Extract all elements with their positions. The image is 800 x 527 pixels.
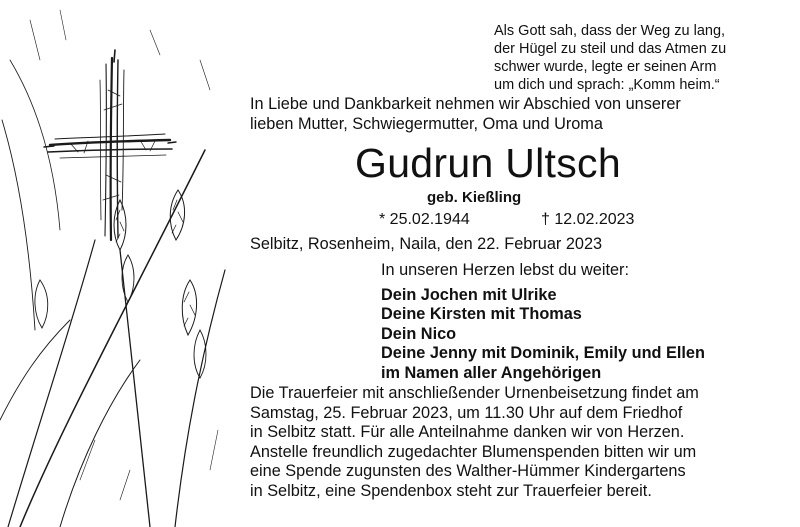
- memorial-quote: [494, 22, 784, 94]
- quote-line: Als Gott sah, dass der Weg zu lang,: [494, 23, 726, 39]
- quote-line: schwer wurde, legte er seinen Arm: [494, 59, 717, 75]
- mourners-list: [381, 286, 705, 383]
- hearts-line: In unseren Herzen lebst du weiter:: [381, 261, 629, 279]
- mourner: Deine Jenny mit Dominik, Emily und Ellen: [381, 344, 705, 363]
- birth-name: geb. Kießling: [427, 189, 522, 206]
- quote-line: der Hügel zu steil und das Atmen zu: [494, 41, 727, 57]
- intro-line: lieben Mutter, Schwiegermutter, Oma und Uroma: [250, 115, 603, 133]
- death-date: † 12.02.2023: [541, 211, 635, 228]
- mourner: im Namen aller Angehörigen: [381, 363, 602, 382]
- birth-date: * 25.02.1944: [379, 211, 470, 228]
- mourner: Dein Jochen mit Ulrike: [381, 286, 557, 304]
- deceased-name: Gudrun Ultsch: [355, 140, 621, 186]
- mourner: Dein Nico: [381, 324, 457, 343]
- mourner: Deine Kirsten mit Thomas: [381, 305, 582, 324]
- cross-with-wheat-icon: [0, 0, 240, 527]
- intro-text: [250, 94, 681, 134]
- service-line: Die Trauerfeier mit anschließender Urnenbeisetzung findet am: [250, 384, 699, 402]
- service-line: Anstelle freundlich zugedachter Blumenspenden bitten wir um: [250, 442, 697, 461]
- quote-line: um dich und sprach: „Komm heim.“: [494, 77, 720, 93]
- service-line: Samstag, 25. Februar 2023, um 11.30 Uhr auf dem Friedhof: [250, 403, 683, 422]
- service-line: in Selbitz, eine Spendenbox steht zur Trauerfeier bereit.: [250, 481, 652, 500]
- place-and-date: Selbitz, Rosenheim, Naila, den 22. Februar 2023: [250, 235, 603, 253]
- service-line: in Selbitz statt. Für alle Anteilnahme danken wir von Herzen.: [250, 423, 685, 441]
- service-line: eine Spende zugunsten des Walther-Hümmer Kindergartens: [250, 462, 686, 480]
- service-details: [250, 384, 699, 501]
- intro-line: In Liebe und Dankbarkeit nehmen wir Abschied von unserer: [250, 95, 681, 113]
